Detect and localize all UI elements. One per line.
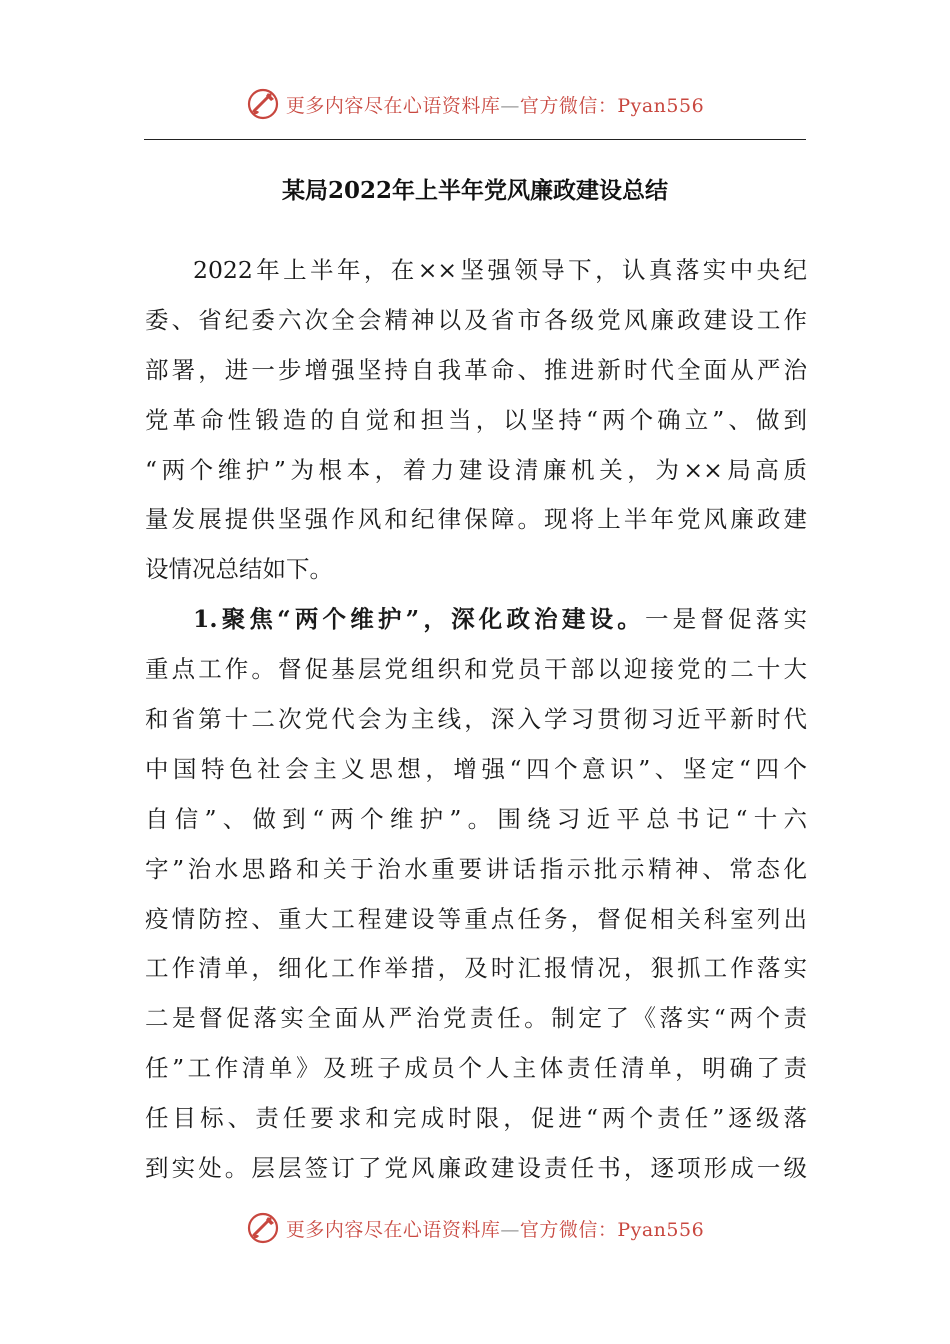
- intro-line: 委、省纪委六次全会精神以及省市各级党风廉政建设工作: [145, 305, 807, 334]
- section1-line: 二是督促落实全面从严治党责任。制定了《落实“两个责: [145, 1004, 807, 1033]
- banner-separator: —: [500, 1218, 520, 1241]
- section1-heading: 1.聚焦“两个维护”，深化政治建设。: [193, 605, 645, 634]
- section1-line: 到实处。层层签订了党风廉政建设责任书，逐项形成一级: [145, 1154, 807, 1183]
- section1-first-line: [145, 595, 807, 645]
- footer-banner: [0, 1208, 950, 1248]
- section1-line: 任”工作清单》及班子成员个人主体责任清单，明确了责: [145, 1054, 807, 1083]
- section1-line: 自信”、做到“两个维护”。围绕习近平总书记“十六: [145, 804, 807, 833]
- section1-line: 工作清单，细化工作举措，及时汇报情况，狠抓工作落实: [145, 954, 807, 983]
- intro-line: 部署，进一步增强坚持自我革命、推进新时代全面从严治: [145, 355, 807, 384]
- header-divider: [144, 139, 806, 140]
- section1-line: 中国特色社会主义思想，增强“四个意识”、坚定“四个: [145, 754, 807, 783]
- intro-line: 量发展提供坚强作风和纪律保障。现将上半年党风廉政建: [145, 505, 807, 534]
- header-banner: [0, 84, 950, 124]
- section1-lead: 一是督促落实: [644, 605, 807, 634]
- banner-text: [286, 91, 704, 118]
- section1-line: 和省第十二次党代会为主线，深入学习贯彻习近平新时代: [145, 705, 807, 734]
- banner-wechat: 官方微信：Pyan556: [519, 94, 705, 117]
- intro-line: 党革命性锻造的自觉和担当，以坚持“两个确立”、做到: [145, 405, 807, 434]
- intro-line: “两个维护”为根本，着力建设清廉机关，为××局高质: [145, 455, 807, 484]
- banner-prefix: 更多内容尽在心语资料库: [285, 94, 501, 117]
- banner-wechat: 官方微信：Pyan556: [519, 1218, 705, 1241]
- intro-line: 2022年上半年，在××坚强领导下，认真落实中央纪: [193, 256, 807, 284]
- section1-line: 重点工作。督促基层党组织和党员干部以迎接党的二十大: [145, 655, 807, 684]
- banner-text: [286, 1215, 704, 1242]
- brand-logo-icon: [246, 1211, 280, 1245]
- brand-logo-icon: [246, 87, 280, 121]
- section1-line: 任目标、责任要求和完成时限，促进“两个责任”逐级落: [145, 1104, 807, 1133]
- document-body: [145, 246, 807, 1194]
- banner-prefix: 更多内容尽在心语资料库: [285, 1218, 501, 1241]
- section1-line: 字”治水思路和关于治水重要讲话指示批示精神、常态化: [145, 854, 807, 883]
- document-title: 某局2022年上半年党风廉政建设总结: [281, 177, 668, 204]
- banner-separator: —: [500, 94, 520, 117]
- intro-line: 设情况总结如下。: [145, 555, 333, 584]
- section1-line: 疫情防控、重大工程建设等重点任务，督促相关科室列出: [145, 904, 807, 933]
